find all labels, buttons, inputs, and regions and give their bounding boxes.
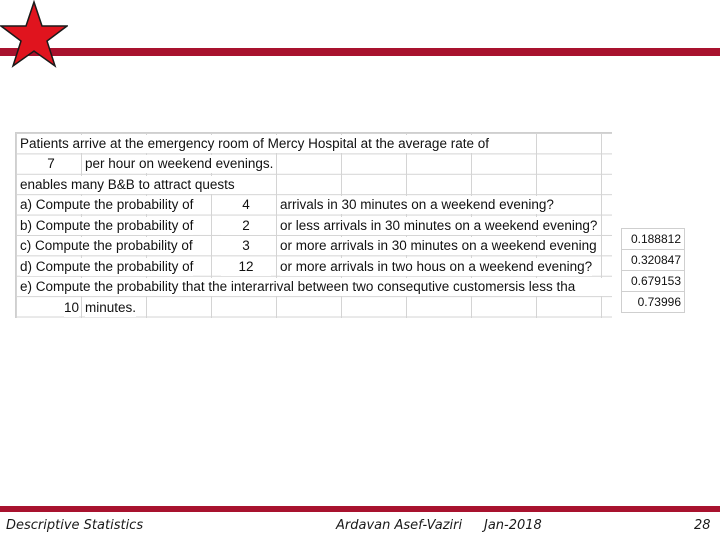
- footer-bar: [0, 506, 720, 512]
- question-text: or more arrivals in 30 minutes on a weekend evening: [280, 238, 597, 253]
- result-d: 0.73996: [621, 292, 685, 313]
- footer-title: Descriptive Statistics: [6, 518, 144, 533]
- header-bar: [0, 48, 720, 56]
- spreadsheet: [15, 132, 612, 318]
- problem-statement: Patients arrive at the emergency room of Mercy Hospital at the average rate of: [20, 136, 489, 151]
- question-number: 4: [221, 196, 271, 214]
- question-number: 12: [221, 258, 271, 276]
- question-e: e) Compute the probability that the interarrival between two consequtive customersis less tha: [20, 278, 610, 296]
- star-icon: [0, 0, 68, 70]
- question-number: 3: [221, 237, 271, 255]
- question-label: a) Compute the probability of: [20, 197, 194, 212]
- question-text: or less arrivals in 30 minutes on a weekend evening?: [280, 218, 598, 233]
- results-column: [621, 228, 685, 313]
- question-text: or more arrivals in two hous on a weekend evening?: [280, 259, 593, 274]
- footer-author: Ardavan Asef-Vaziri: [336, 518, 463, 533]
- rate-unit: per hour on weekend evenings.: [85, 156, 274, 171]
- footer-date: Jan-2018: [484, 518, 542, 533]
- question-label: d) Compute the probability of: [20, 259, 194, 274]
- minutes-value: 10: [64, 300, 80, 315]
- minutes-label: minutes.: [85, 300, 137, 315]
- result-b: 0.320847: [621, 250, 685, 271]
- problem-note: enables many B&B to attract quests: [20, 177, 235, 192]
- result-a: 0.188812: [621, 228, 685, 250]
- question-number: 2: [221, 217, 271, 235]
- rate-value: 7: [26, 155, 76, 173]
- page-number: 28: [694, 518, 711, 533]
- question-label: c) Compute the probability of: [20, 238, 193, 253]
- question-label: b) Compute the probability of: [20, 218, 194, 233]
- question-text: arrivals in 30 minutes on a weekend evening?: [280, 197, 554, 212]
- result-c: 0.679153: [621, 271, 685, 292]
